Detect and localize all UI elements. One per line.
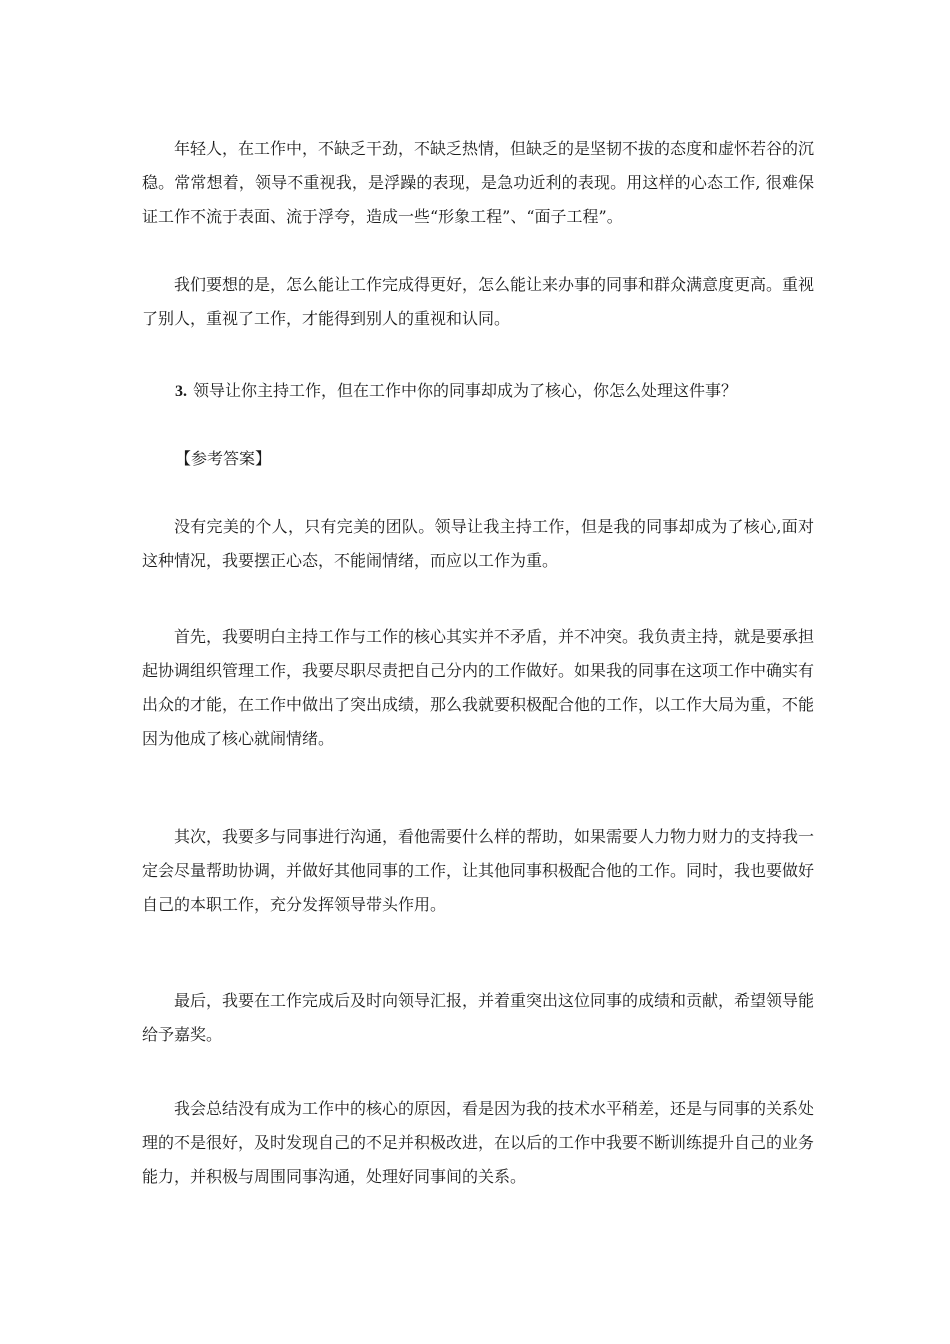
paragraph-conclusion: 我们要想的是，怎么能让工作完成得更好，怎么能让来办事的同事和群众满意度更高。重视了别人，重视了工作，才能得到别人的重视和认同。 bbox=[142, 275, 815, 328]
paragraph-intro: 年轻人，在工作中，不缺乏干劲，不缺乏热情，但缺乏的是坚韧不拔的态度和虚怀若谷的沉稳。常常想着，领导不重视我，是浮躁的表现，是急功近利的表现。用这样的心态工作, 很难保证工作不流于表面、流于浮夸，造成一些“形象工程”、“面子工程”。 bbox=[142, 139, 815, 226]
answer-paragraph-3: 其次，我要多与同事进行沟通，看他需要什么样的帮助，如果需要人力物力财力的支持我一定会尽量帮助协调，并做好其他同事的工作，让其他同事积极配合他的工作。同时，我也要做好自己的本职工作，充分发挥领导带头作用。 bbox=[142, 827, 815, 914]
answer-paragraph-2: 首先，我要明白主持工作与工作的核心其实并不矛盾，并不冲突。我负责主持，就是要承担起协调组织管理工作，我要尽职尽责把自己分内的工作做好。如果我的同事在这项工作中确实有出众的才能，在工作中做出了突出成绩，那么我就要积极配合他的工作，以工作大局为重，不能因为他成了核心就闹情绪。 bbox=[142, 627, 815, 748]
question-text: 领导让你主持工作，但在工作中你的同事却成为了核心，你怎么处理这件事？ bbox=[193, 381, 738, 400]
answer-paragraph-1: 没有完美的个人，只有完美的团队。领导让我主持工作，但是我的同事却成为了核心,面对这种情况，我要摆正心态，不能闹情绪，而应以工作为重。 bbox=[142, 517, 814, 570]
answer-paragraph-5: 我会总结没有成为工作中的核心的原因，看是因为我的技术水平稍差，还是与同事的关系处理的不是很好，及时发现自己的不足并积极改进，在以后的工作中我要不断训练提升自己的业务能力，并积极与周围同事沟通，处理好同事间的关系。 bbox=[142, 1099, 815, 1186]
question-heading bbox=[175, 374, 815, 409]
question-number: 3. bbox=[175, 383, 187, 400]
answer-label: 【参考答案】 bbox=[175, 449, 272, 468]
answer-paragraph-4: 最后，我要在工作完成后及时向领导汇报，并着重突出这位同事的成绩和贡献，希望领导能给予嘉奖。 bbox=[142, 991, 815, 1044]
